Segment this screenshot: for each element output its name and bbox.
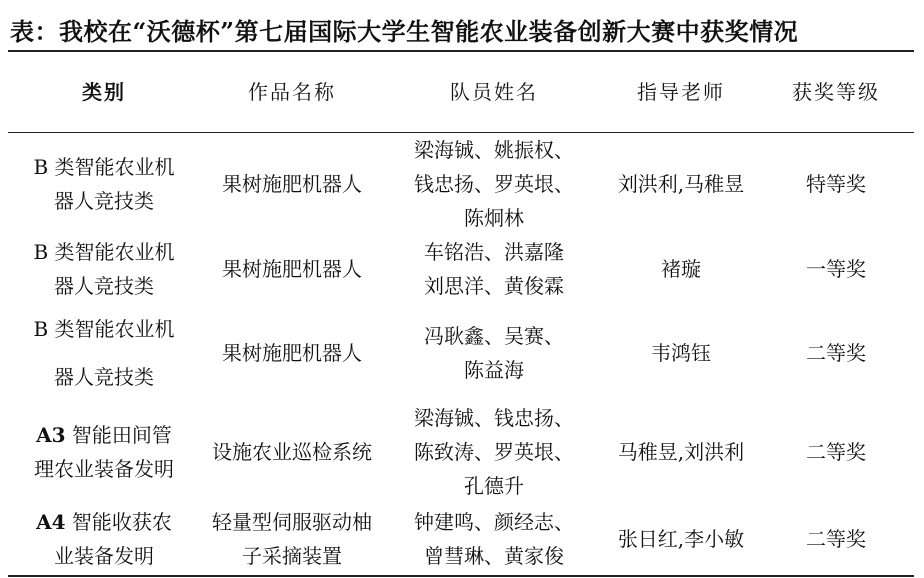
category-text: 智能收获农 bbox=[71, 510, 172, 534]
member-text: 陈炯林 bbox=[464, 206, 524, 230]
table-row bbox=[8, 401, 914, 503]
member-text: 梁海铖、钱忠扬、 bbox=[414, 406, 574, 430]
category-cell bbox=[8, 418, 200, 486]
advisor-cell: 刘洪利,马稚昱 bbox=[617, 172, 745, 196]
category-cell bbox=[8, 305, 200, 401]
advisor-cell: 韦鸿钰 bbox=[651, 341, 711, 365]
team-members-cell bbox=[384, 505, 604, 573]
work-name-text: 果树施肥机器人 bbox=[222, 172, 362, 196]
work-name-text: 轻量型伺服驱动柚 bbox=[212, 510, 372, 534]
category-text: 器人竞技类 bbox=[54, 189, 154, 213]
category-text: 器人竞技类 bbox=[54, 365, 154, 389]
category-cell bbox=[8, 235, 200, 303]
award-cell: 二等奖 bbox=[806, 527, 866, 551]
category-code: A3 bbox=[36, 423, 66, 447]
advisor-cell: 马稚昱,刘洪利 bbox=[617, 440, 745, 464]
team-members-cell bbox=[384, 401, 604, 503]
member-text: 钟建鸣、颜经志、 bbox=[414, 510, 574, 534]
work-name-text: 果树施肥机器人 bbox=[222, 341, 362, 365]
category-code: B bbox=[33, 240, 49, 264]
header-team-members: 队员姓名 bbox=[450, 80, 538, 104]
category-text: 理农业装备发明 bbox=[34, 457, 174, 481]
team-members-cell bbox=[384, 319, 604, 387]
category-text: 类智能农业机 bbox=[54, 317, 175, 341]
award-cell: 一等奖 bbox=[806, 257, 866, 281]
table-row bbox=[8, 503, 914, 575]
member-text: 冯耿鑫、吴赛、 bbox=[424, 324, 564, 348]
category-cell bbox=[8, 150, 200, 218]
category-text: 业装备发明 bbox=[54, 544, 154, 568]
award-cell: 二等奖 bbox=[806, 440, 866, 464]
member-text: 车铭浩、洪嘉隆 bbox=[424, 240, 564, 264]
category-text: 智能田间管 bbox=[71, 423, 172, 447]
table-row bbox=[8, 233, 914, 305]
category-code: B bbox=[33, 155, 49, 179]
header-award-level: 获奖等级 bbox=[792, 80, 880, 104]
work-name-cell bbox=[200, 505, 384, 573]
award-cell: 特等奖 bbox=[806, 172, 866, 196]
work-name-text: 果树施肥机器人 bbox=[222, 257, 362, 281]
category-cell bbox=[8, 505, 200, 573]
team-members-cell bbox=[384, 235, 604, 303]
category-text: 类智能农业机 bbox=[54, 155, 175, 179]
team-members-cell bbox=[384, 133, 604, 235]
work-name-cell bbox=[200, 252, 384, 286]
award-cell: 二等奖 bbox=[806, 341, 866, 365]
work-name-cell bbox=[200, 435, 384, 469]
table-caption: 表：我校在“沃德杯”第七届国际大学生智能农业装备创新大赛中获奖情况 bbox=[10, 17, 799, 46]
member-text: 陈致涛、罗英垠、 bbox=[414, 440, 574, 464]
work-name-text: 子采摘装置 bbox=[242, 544, 342, 568]
advisor-cell: 褚璇 bbox=[661, 257, 701, 281]
header-category: 类别 bbox=[82, 80, 126, 104]
member-text: 曾彗琳、黄家俊 bbox=[424, 544, 564, 568]
work-name-text: 设施农业巡检系统 bbox=[212, 440, 372, 464]
category-text: 器人竞技类 bbox=[54, 274, 154, 298]
category-text: 类智能农业机 bbox=[54, 240, 175, 264]
work-name-cell bbox=[200, 336, 384, 370]
header-advisor: 指导老师 bbox=[637, 80, 725, 104]
member-text: 梁海铖、姚振权、 bbox=[414, 138, 574, 162]
table-header-row bbox=[8, 52, 914, 133]
work-name-cell bbox=[200, 167, 384, 201]
category-code: A4 bbox=[36, 510, 66, 534]
awards-table bbox=[8, 50, 914, 577]
header-work-name: 作品名称 bbox=[248, 80, 336, 104]
member-text: 孔德升 bbox=[464, 474, 524, 498]
table-row bbox=[8, 305, 914, 401]
advisor-cell: 张日红,李小敏 bbox=[617, 527, 745, 551]
member-text: 陈益海 bbox=[464, 358, 524, 382]
category-code: B bbox=[33, 317, 49, 341]
table-row bbox=[8, 133, 914, 233]
member-text: 钱忠扬、罗英垠、 bbox=[414, 172, 574, 196]
member-text: 刘思洋、黄俊霖 bbox=[424, 274, 564, 298]
